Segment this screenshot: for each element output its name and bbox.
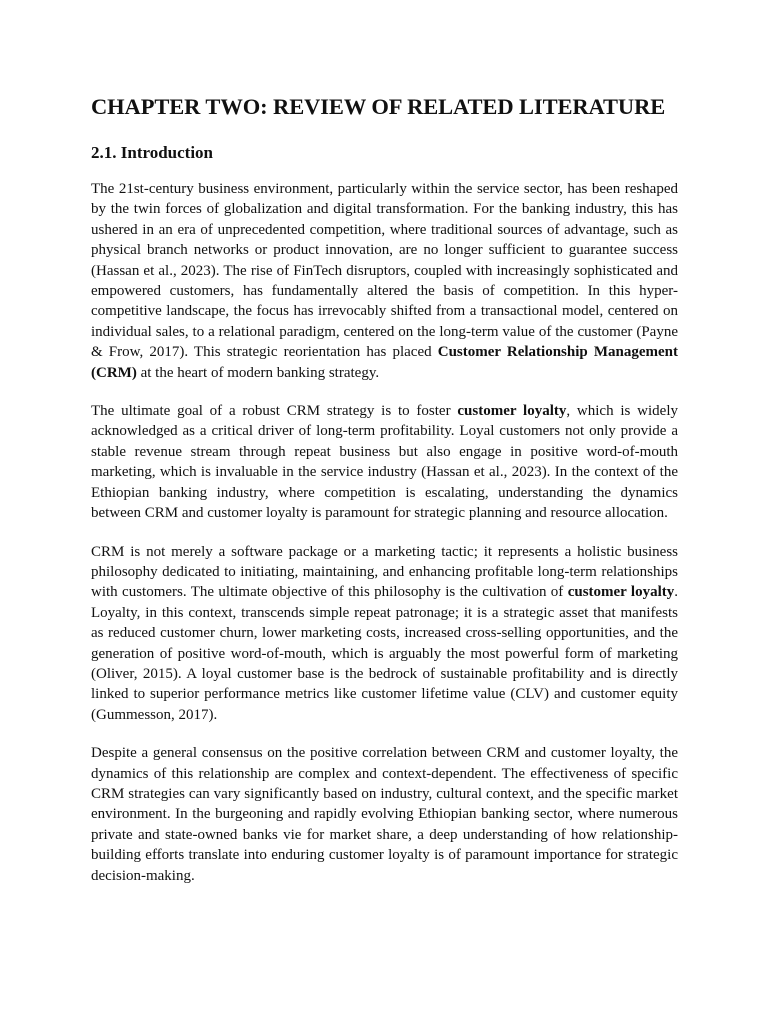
- paragraph-1-text-a: The 21st-century business environment, particularly within the service sector, has been reshaped by the twin forces of globalization and digital transformation. For the banking industry, this has ushered in an era of unprecedented competition, where traditional sources of advantage, such as physical branch networks or product innovation, are no longer sufficient to guarantee success (Hassan et al., 2023). The rise of FinTech disruptors, coupled with increasingly sophisticated and empowered customers, has fundamentally altered the basis of competition. In this hyper-competitive landscape, the focus has irrevocably shifted from a transactional model, centered on individual sales, to a relational paradigm, centered on the long-term value of the customer (Payne & Frow, 2017). This strategic reorientation has placed: [91, 181, 678, 361]
- paragraph-3-text-a: CRM is not merely a software package or a marketing tactic; it represents a holistic business philosophy dedicated to initiating, maintaining, and enhancing profitable long-term relationships with customers. The ultimate objective of this philosophy is the cultivation of: [91, 543, 678, 601]
- paragraph-2-bold-loyalty: customer loyalty: [457, 403, 567, 420]
- paragraph-1-text-c: at the heart of modern banking strategy.: [136, 364, 380, 381]
- paragraph-3-bold-loyalty: customer loyalty: [567, 584, 675, 601]
- paragraph-2-text-a: The ultimate goal of a robust CRM strategy is to foster: [91, 403, 458, 420]
- paragraph-4-text-a: Despite a general consensus on the positive correlation between CRM and customer loyalty, the dynamics of this relationship are complex and context-dependent. The effectiveness of specific CRM strategies can vary significantly based on industry, cultural context, and the specific market environment. In the burgeoning and rapidly evolving Ethiopian banking sector, where numerous private and state-owned banks vie for market share, a deep understanding of how relationship-building efforts translate into enduring customer loyalty is of paramount importance for strategic decision-making.: [91, 745, 678, 884]
- paragraph-1-bold-crm: Customer Relationship Management (CRM): [91, 344, 679, 381]
- paragraph-3-text-c: . Loyalty, in this context, transcends simple repeat patronage; it is a strategic asset that manifests as reduced customer churn, lower marketing costs, increased cross-selling opportunities, and the generation of positive word-of-mouth, which is arguably the most powerful form of marketing (Oliver, 2015). A loyal customer base is the bedrock of sustainable profitability and is directly linked to superior performance metrics like customer lifetime value (CLV) and customer equity (Gummesson, 2017).: [91, 584, 679, 723]
- paragraph-2: [91, 401, 678, 523]
- section-title: 2.1. Introduction: [91, 143, 214, 162]
- paragraph-4: [91, 743, 678, 886]
- paragraph-3: [91, 542, 678, 726]
- paragraph-1: [91, 179, 678, 383]
- paragraph-2-text-c: , which is widely acknowledged as a critical driver of long-term profitability. Loyal customers not only provide a stable revenue stream through repeat business but also engage in positive word-of-mouth marketing, which is invaluable in the service industry (Hassan et al., 2023). In the context of the Ethiopian banking industry, where competition is escalating, understanding the dynamics between CRM and customer loyalty is paramount for strategic planning and resource allocation.: [91, 403, 679, 522]
- chapter-title: CHAPTER TWO: REVIEW OF RELATED LITERATURE: [91, 94, 666, 119]
- document-page: [91, 92, 678, 904]
